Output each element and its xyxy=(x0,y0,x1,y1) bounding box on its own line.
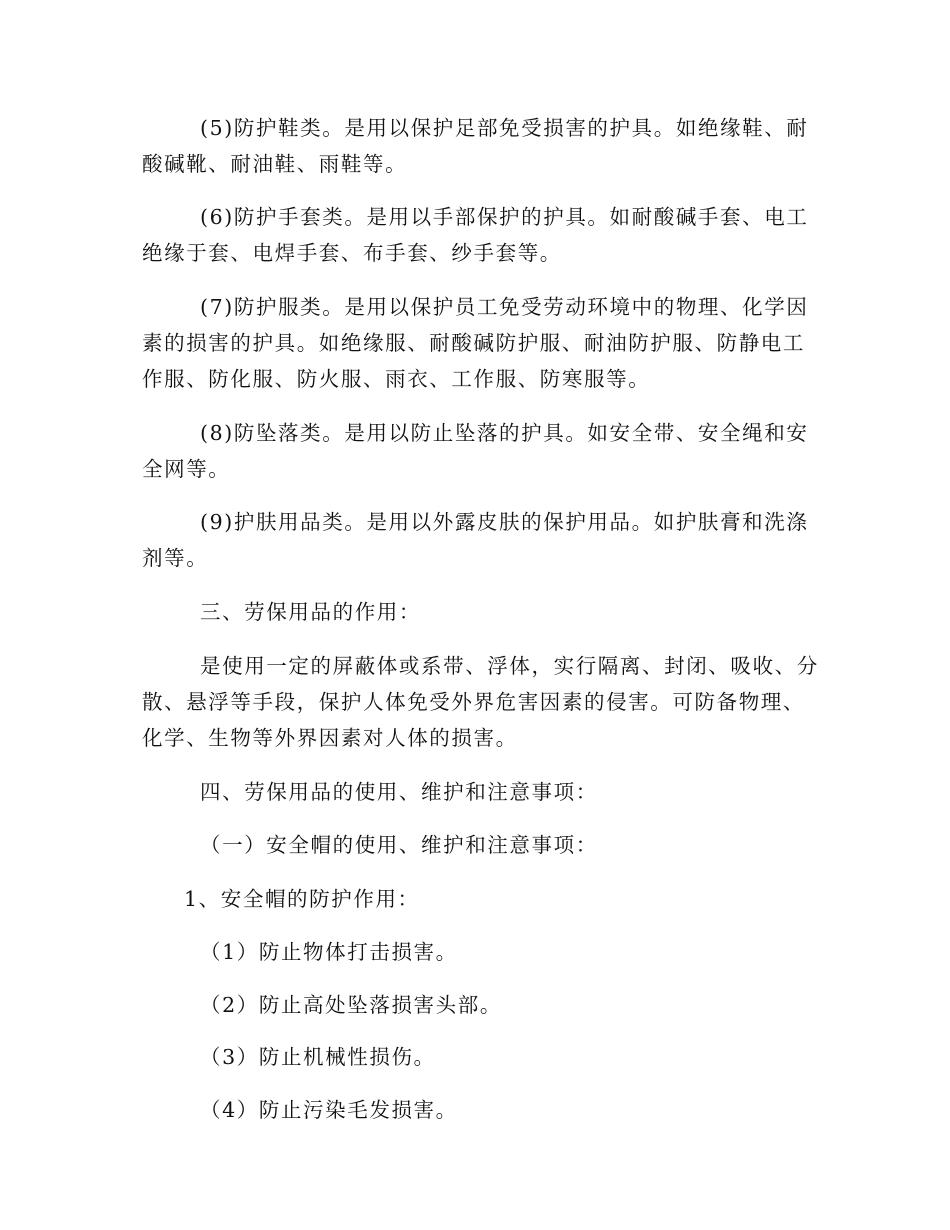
list-item: （3）防止机械性损伤。 xyxy=(200,1045,436,1069)
paragraph-line: 化学、生物等外界因素对人体的损害。 xyxy=(142,726,518,750)
paragraph-line: 绝缘于套、电焊手套、布手套、纱手套等。 xyxy=(142,241,562,265)
paragraph-line: 剂等。 xyxy=(142,546,209,570)
subsection-heading: （一）安全帽的使用、维护和注意事项： xyxy=(200,833,598,857)
section-heading: 三、劳保用品的作用： xyxy=(200,600,421,624)
paragraph-line: (9)护肤用品类。是用以外露皮肤的保护用品。如护肤膏和洗涤 xyxy=(200,510,809,534)
list-item: （2）防止高处坠落损害头部。 xyxy=(200,993,502,1017)
paragraph-line: 散、悬浮等手段，保护人体免受外界危害因素的侵害。可防备物理、 xyxy=(142,690,805,714)
paragraph-line: 作服、防化服、防火服、雨衣、工作服、防寒服等。 xyxy=(142,367,651,391)
list-item: （4）防止污染毛发损害。 xyxy=(200,1098,458,1122)
section-heading: 四、劳保用品的使用、维护和注意事项： xyxy=(200,780,598,804)
paragraph-line: (6)防护手套类。是用以手部保护的护具。如耐酸碱手套、电工 xyxy=(200,205,809,229)
list-item: （1）防止物体打击损害。 xyxy=(200,940,458,964)
numbered-heading: 1、安全帽的防护作用： xyxy=(184,887,420,911)
paragraph-line: (5)防护鞋类。是用以保护足部免受损害的护具。如绝缘鞋、耐 xyxy=(200,116,809,140)
paragraph-line: (7)防护服类。是用以保护员工免受劳动环境中的物理、化学因 xyxy=(200,295,809,319)
paragraph-line: (8)防坠落类。是用以防止坠落的护具。如安全带、安全绳和安 xyxy=(200,421,809,445)
paragraph-line: 是使用一定的屏蔽体或系带、浮体，实行隔离、封闭、吸收、分 xyxy=(200,654,819,678)
paragraph-line: 素的损害的护具。如绝缘服、耐酸碱防护服、耐油防护服、防静电工 xyxy=(142,331,805,355)
paragraph-line: 全网等。 xyxy=(142,457,231,481)
paragraph-line: 酸碱靴、耐油鞋、雨鞋等。 xyxy=(142,152,408,176)
